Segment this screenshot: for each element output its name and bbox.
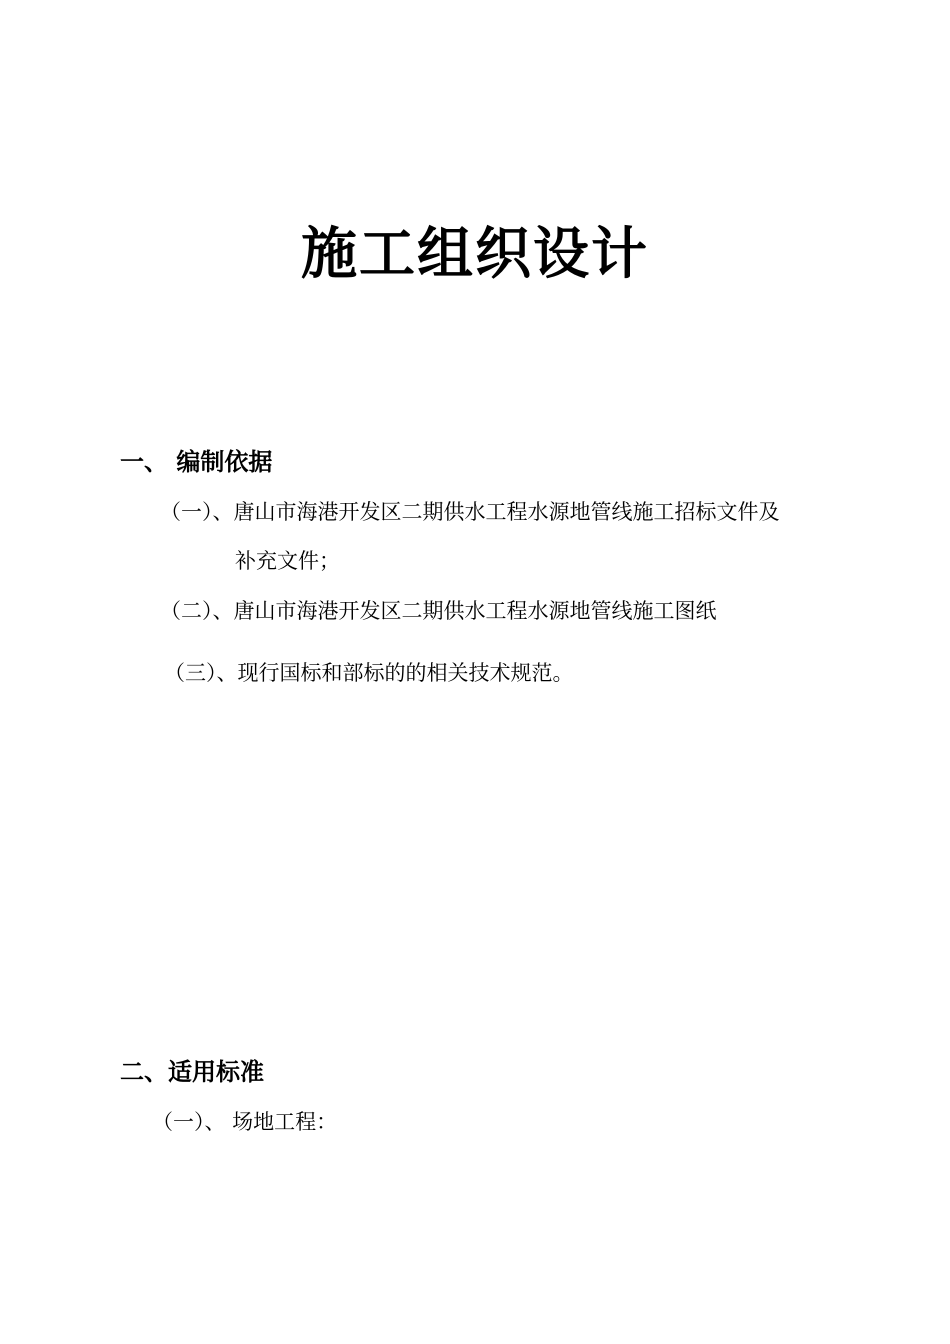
document-title: 施工组织设计 (301, 221, 649, 287)
section-item: （二）、唐山市海港开发区二期供水工程水源地管线施工图纸 (160, 599, 717, 623)
section-heading: 一、 编制依据 (120, 447, 273, 476)
section-heading: 二、适用标准 (120, 1057, 264, 1086)
section-item: （三）、现行国标和部标的的相关技术规范。 (164, 661, 574, 685)
section-item-continuation: 补充文件； (235, 549, 340, 573)
section-item: （一）、 场地工程： (152, 1110, 338, 1134)
section-item: （一）、唐山市海港开发区二期供水工程水源地管线施工招标文件及 (160, 500, 780, 524)
